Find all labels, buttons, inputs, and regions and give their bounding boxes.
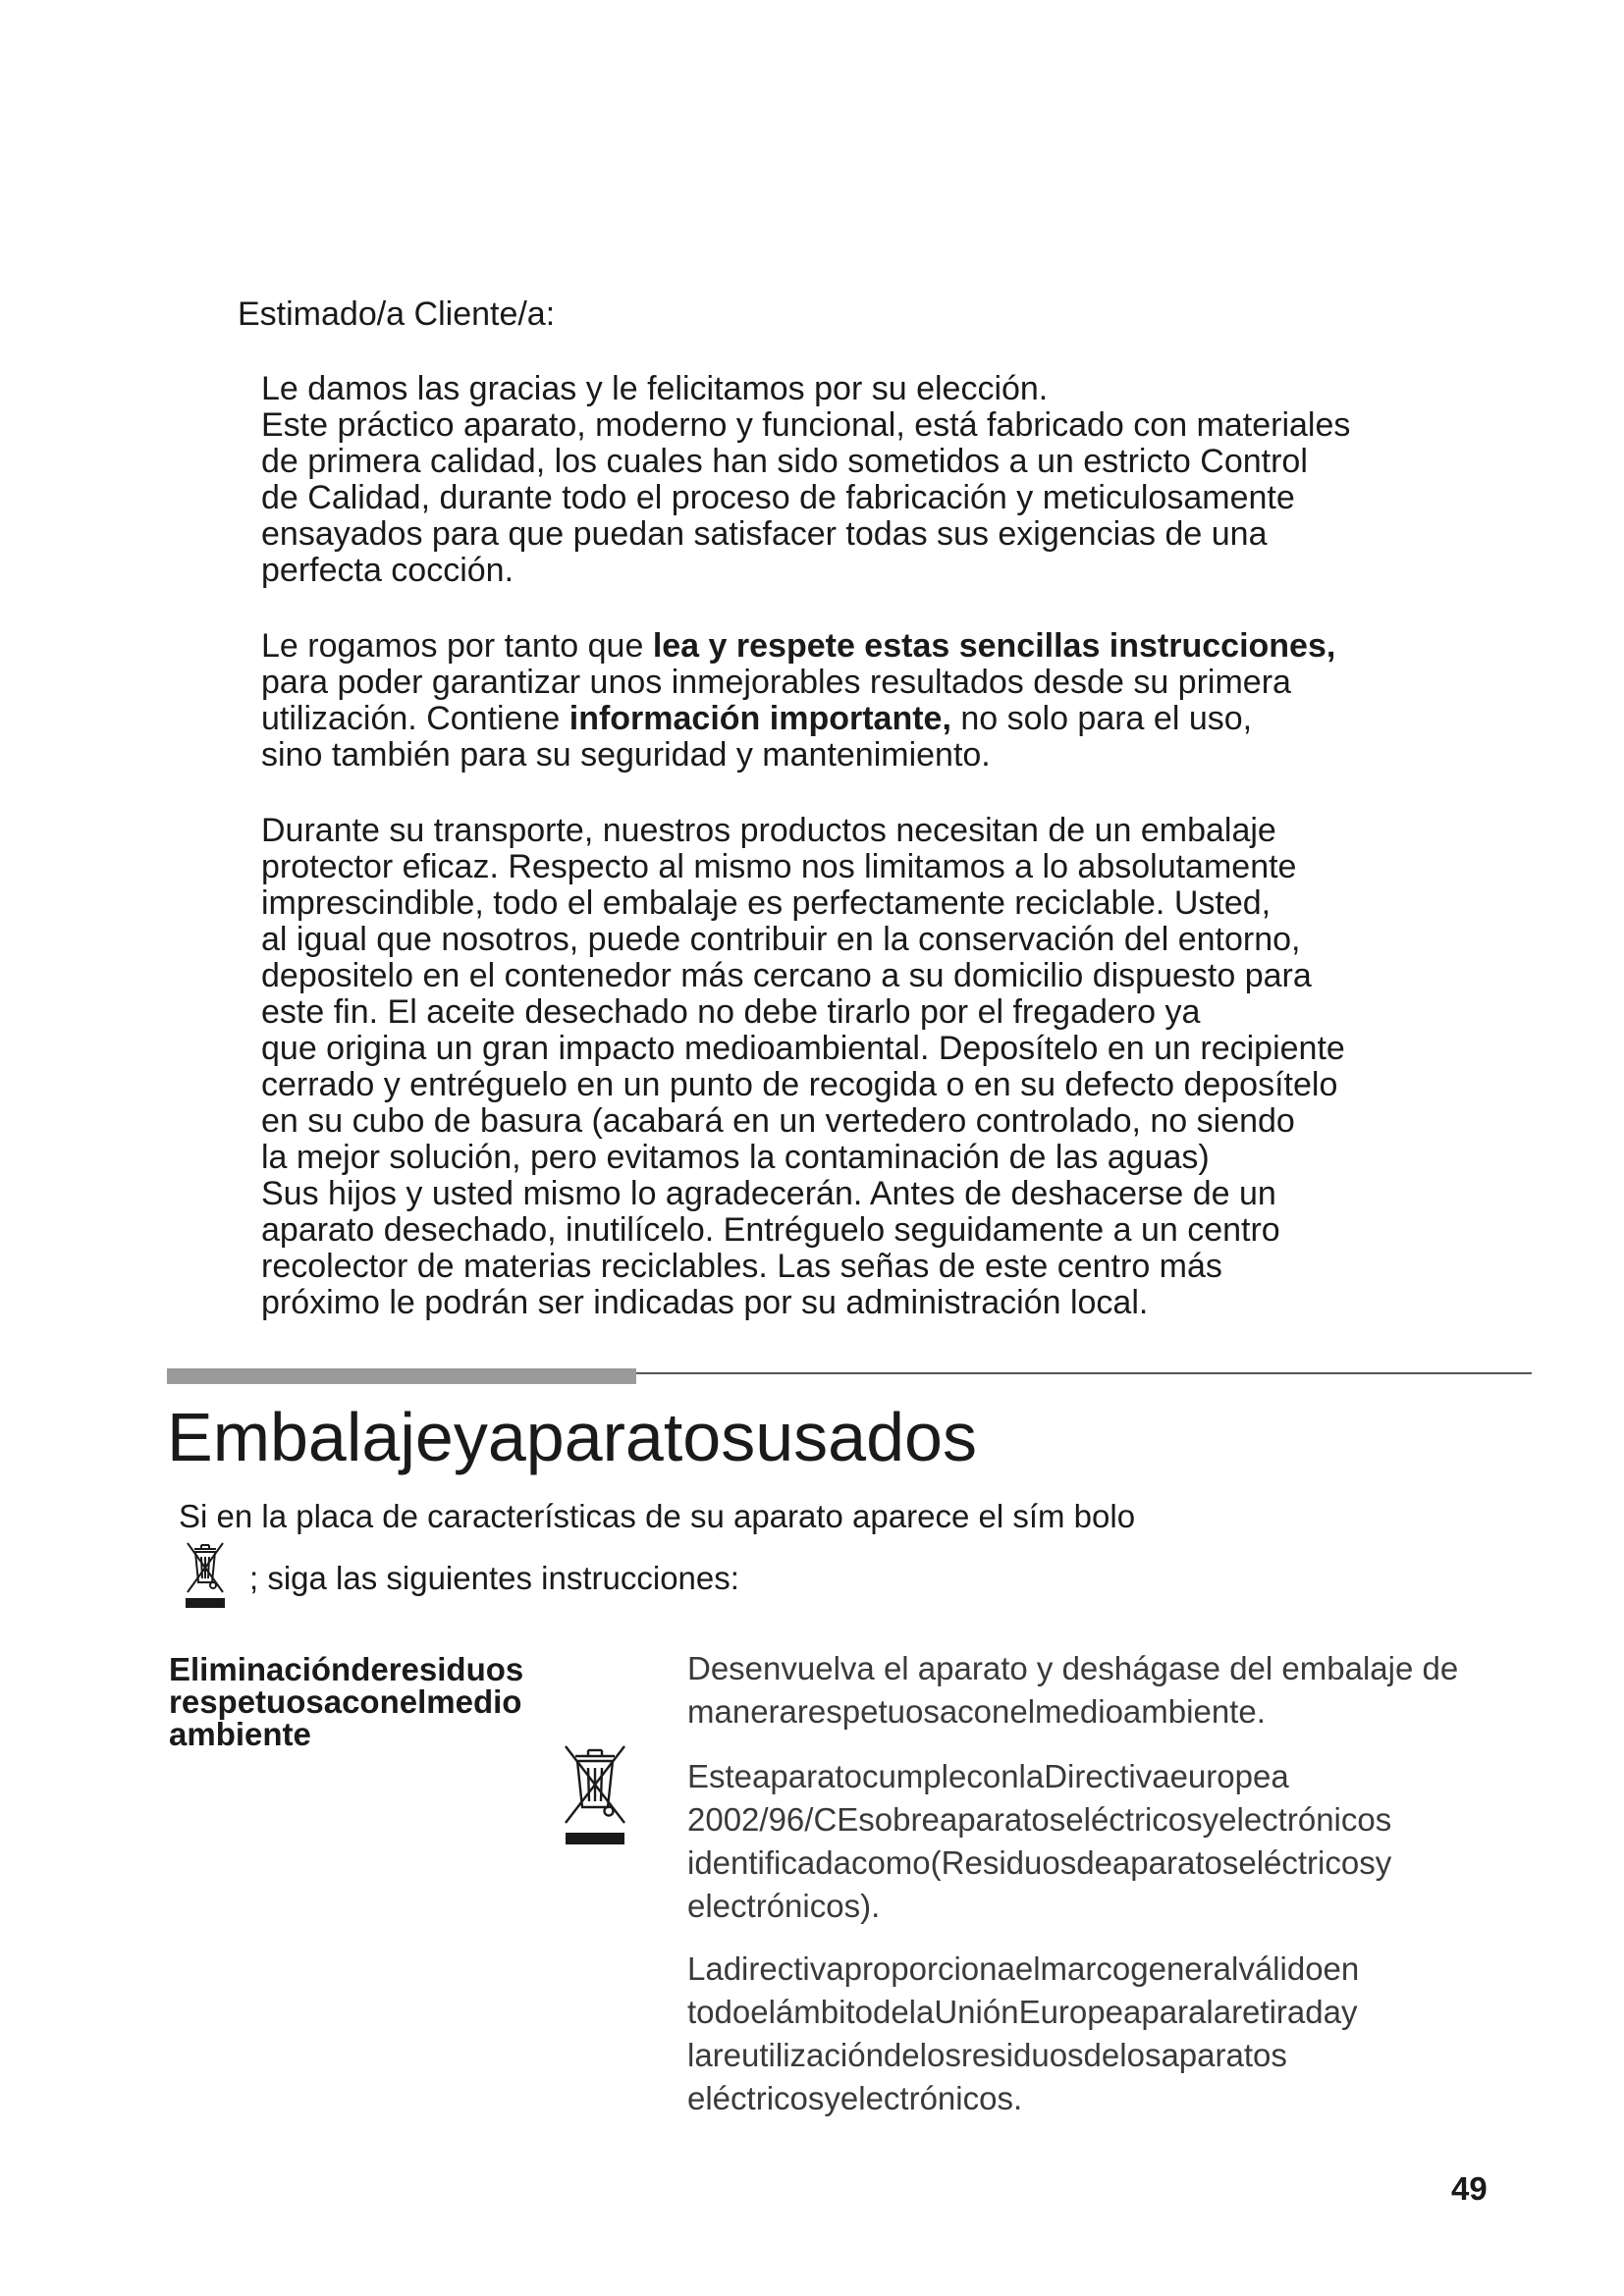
text-line: sino también para su seguridad y mantenimiento. [261,736,991,774]
text-line: en su cubo de basura (acabará en un vertedero controlado, no siendo [261,1102,1295,1140]
text-line: Este práctico aparato, moderno y funcional, está fabricado con materiales [261,406,1351,444]
text-line: identificadacomo(Residuosdeaparatoseléctricosy [687,1844,1392,1881]
text-line: ensayados para que puedan satisfacer todas sus exigencias de una [261,515,1268,553]
text-line: Ladirectivaproporcionaelmarcogeneralválidoen [687,1950,1360,1987]
disposal-paragraph-3 [687,1948,1532,2120]
text-line [261,701,1410,737]
intro-paragraph-3 [261,813,1410,1321]
text-line: 2002/96/CEsobreaparatoseléctricosyelectrónicos [687,1801,1392,1838]
text-line: Desenvuelva el aparato y deshágase del embalaje de [687,1650,1459,1686]
text-line: que origina un gran impacto medioambiental. Deposítelo en un recipiente [261,1030,1345,1067]
bold-text: lea y respete estas sencillas instrucciones, [652,627,1336,665]
text-line [261,628,1410,665]
intro-paragraph-1 [261,371,1410,589]
crossed-out-wheelie-bin-icon [560,1742,630,1846]
text-line: aparato desechado, inutilícelo. Entréguelo seguidamente a un centro [261,1211,1280,1249]
text-line: recolector de materias reciclables. Las señas de este centro más [261,1248,1222,1285]
text-line: de Calidad, durante todo el proceso de fabricación y meticulosamente [261,479,1295,516]
text-line: imprescindible, todo el embalaje es perfectamente reciclable. Usted, [261,884,1272,922]
text-line: lareutilizacióndelosresiduosdelosaparatos [687,2037,1287,2073]
section-intro-line: Si en la placa de características de su aparato aparece el sím bolo [179,1498,1136,1534]
disposal-paragraph-1 [687,1647,1532,1734]
text-line: Sus hijos y usted mismo lo agradecerán. Antes de deshacerse de un [261,1175,1276,1212]
text-line: de primera calidad, los cuales han sido sometidos a un estricto Control [261,443,1308,480]
section-divider-accent [167,1368,636,1384]
text-line: próximo le podrán ser indicadas por su administración local. [261,1284,1149,1321]
text-line: para poder garantizar unos inmejorables resultados desde su primera [261,664,1291,701]
text-line: todoelámbitodelaUniónEuropeaparalaretiraday [687,1994,1358,2030]
text-run: Le rogamos por tanto que [261,627,653,665]
section-title: Embalajeyaparatosusados [167,1399,977,1475]
text-line: electrónicos). [687,1888,881,1924]
text-line: ambiente [169,1716,311,1752]
crossed-out-wheelie-bin-icon [183,1539,228,1610]
text-line: eléctricosyelectrónicos. [687,2080,1023,2116]
text-line: EsteaparatocumpleconlaDirectivaeuropea [687,1758,1289,1794]
text-line: respetuosaconelmedio [169,1683,522,1720]
text-line: protector eficaz. Respecto al mismo nos limitamos a lo absolutamente [261,848,1297,885]
text-run: utilización. Contiene [261,700,569,737]
text-line: Eliminaciónderesiduos [169,1651,524,1687]
section-intro-line: ; siga las siguientes instrucciones: [249,1560,739,1596]
text-line: Le damos las gracias y le felicitamos por su elección. [261,370,1049,407]
intro-paragraph-2 [261,628,1410,774]
page-number: 49 [1451,2170,1488,2207]
disposal-paragraph-2 [687,1755,1532,1928]
side-heading [169,1653,601,1750]
text-line: la mejor solución, pero evitamos la contaminación de las aguas) [261,1139,1210,1176]
text-line: este fin. El aceite desechado no debe tirarlo por el fregadero ya [261,993,1201,1031]
text-line: perfecta cocción. [261,552,514,589]
text-line: cerrado y entréguelo en un punto de recogida o en su defecto deposítelo [261,1066,1338,1103]
bold-text: información importante, [568,700,951,737]
text-line: Durante su transporte, nuestros productos necesitan de un embalaje [261,812,1276,849]
text-line: al igual que nosotros, puede contribuir en la conservación del entorno, [261,921,1301,958]
text-line: manerarespetuosaconelmedioambiente. [687,1693,1266,1730]
greeting: Estimado/a Cliente/a: [238,295,556,333]
text-line: depositelo en el contenedor más cercano a su domicilio dispuesto para [261,957,1312,994]
text-run: no solo para el uso, [950,700,1253,737]
